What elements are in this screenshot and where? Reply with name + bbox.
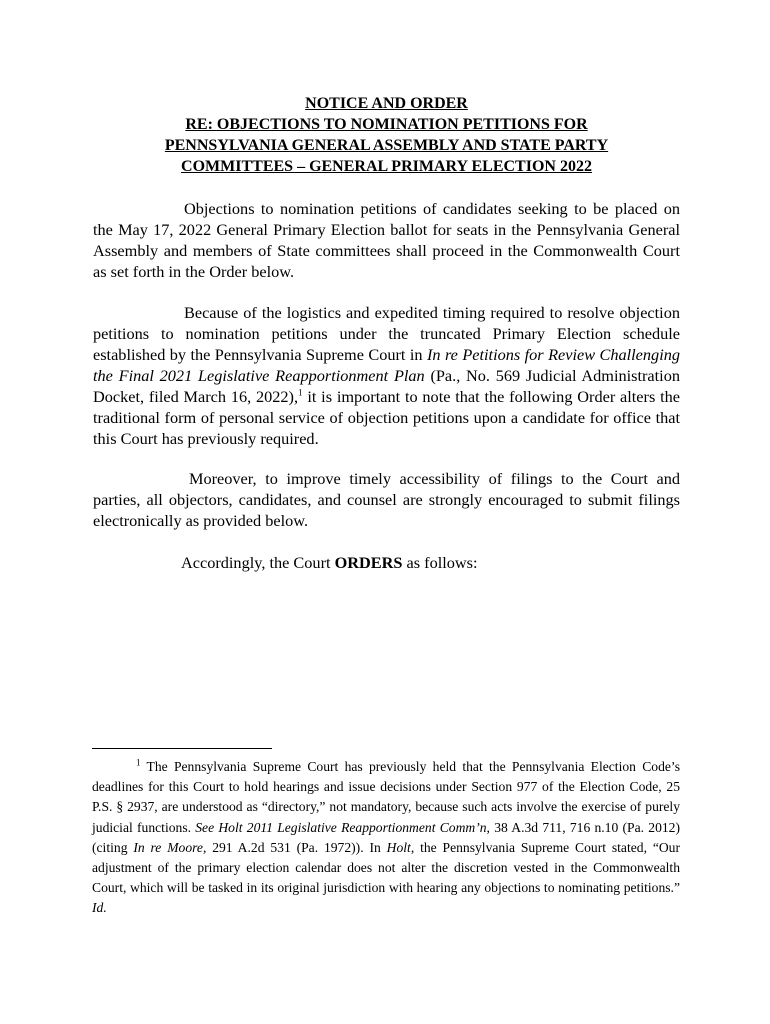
footnote-text-c: , 291 A.2d 531 (Pa. 1972)). In: [202, 839, 387, 855]
paragraph-3-text: Moreover, to improve timely accessibility of filings to the Court and parties, all objectors, candidates, and counsel are strongly encouraged to submit filings electronically as provided below.: [93, 469, 680, 530]
orders-bold: ORDERS: [334, 553, 403, 572]
holt-citation: Holt: [386, 839, 411, 855]
footnote-text-b: , 38 A.3d 711, 716 n.10 (Pa. 2012) (citing: [92, 819, 680, 855]
paragraph-2-text-c: it is important to note that the following Order alters the traditional form of personal service of objection petitions upon a candidate for office that this Court has previously required.: [93, 387, 680, 448]
paragraph-4: [181, 552, 478, 573]
paragraph-3: [93, 468, 680, 531]
heading-line-3: PENNSYLVANIA GENERAL ASSEMBLY AND STATE PARTY: [164, 137, 609, 154]
paragraph-2-text-a: Because of the logistics and expedited timing required to resolve objection petitions to nomination petitions under the truncated Primary Election schedule established by the Pennsylvania Supreme Court in: [93, 303, 680, 364]
footnote-text-a: The Pennsylvania Supreme Court has previously held that the Pennsylvania Election Code’s deadlines for this Court to hold hearings and issue decisions under Section 977 of the Election Code, 25 P.S. § 2937, are understood as “directory,” not mandatory, because such acts involve the exercise of purely judicial functions.: [92, 759, 680, 835]
paragraph-1-text: Objections to nomination petitions of candidates seeking to be placed on the May 17, 2022 General Primary Election ballot for seats in the Pennsylvania General Assembly and members of State committees shall proceed in the Commonwealth Court as set forth in the Order below.: [93, 199, 680, 281]
see-holt-citation: See Holt 2011 Legislative Reapportionment Comm’n: [195, 819, 487, 835]
paragraph-1: [93, 198, 680, 282]
footnote-number: 1: [136, 757, 141, 768]
footnote-separator: [92, 748, 272, 749]
case-name-citation: In re Petitions for Review Challenging the Final 2021 Legislative Reapportionment Plan: [93, 345, 680, 385]
heading-line-4: COMMITTEES – GENERAL PRIMARY ELECTION 2022: [181, 158, 592, 175]
heading-re-line: RE: OBJECTIONS TO NOMINATION PETITIONS FOR: [185, 116, 588, 133]
paragraph-4-text-a: Accordingly, the Court: [181, 553, 335, 572]
id-citation: Id.: [92, 900, 107, 916]
paragraph-2: [93, 302, 680, 449]
paragraph-4-text-b: as follows:: [402, 553, 478, 572]
notice-title: NOTICE AND ORDER: [305, 95, 468, 112]
footnote-reference[interactable]: 1: [298, 387, 303, 398]
in-re-moore-citation: In re Moore: [133, 839, 203, 855]
footnote-text-d: , the Pennsylvania Supreme Court stated, “Our adjustment of the primary election calendar does not alter the discretion vested in the Commonwealth Court, which will be tasked in its original jurisdiction with hearing any objections to nominating petitions.”: [92, 839, 680, 896]
footnote: [92, 757, 680, 919]
paragraph-2-text-b: (Pa., No. 569 Judicial Administration Docket, filed March 16, 2022),: [93, 366, 680, 406]
